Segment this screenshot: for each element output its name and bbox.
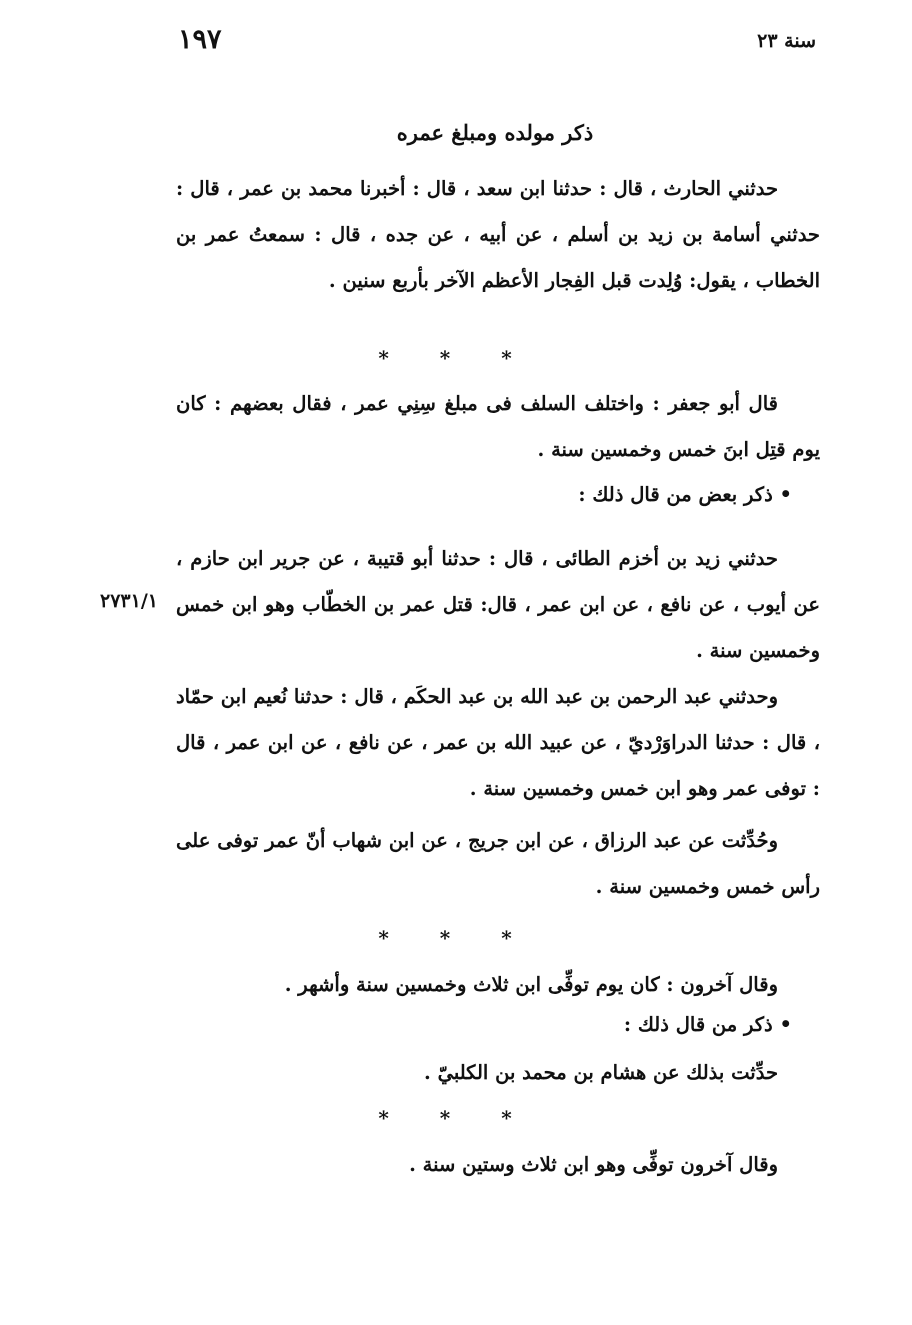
margin-reference: ٢٧٣١/١ (100, 590, 158, 612)
subheading-2: • ذكر من قال ذلك : (623, 1013, 792, 1036)
paragraph-7: حدِّثت بذلك عن هشام بن محمد بن الكلبيّ . (424, 1061, 778, 1084)
page-number: ١٩٧ (178, 24, 222, 55)
paragraph-2: قال أبو جعفر : واختلف السلف فى مبلغ سِنِي عمر ، فقال بعضهم : كان يوم قتِل ابنَ خمس وخمسين سنة . (176, 392, 820, 461)
paragraph-4: وحدثني عبد الرحمن بن عبد الله بن عبد الحكَم ، قال : حدثنا نُعيم ابن حمّاد ، قال : حدثنا الدراوَرْديّ ، عن عبيد الله بن عمر ، عن نافع ، عن ابن عمر ، قال : توفى عمر وهو ابن خمس وخمسين سنة . (176, 685, 820, 800)
paragraph-3: حدثني زيد بن أخزم الطائى ، قال : حدثنا أبو قتيبة ، عن جرير ابن حازم ، عن أيوب ، عن نافع ، عن ابن عمر ، قال: قتل عمر بن الخطّاب وهو ابن خمس وخمسين سنة . (176, 547, 820, 662)
section-title: ذكر مولده ومبلغ عمره (396, 120, 594, 145)
running-header-year: سنة ٢٣ (757, 30, 816, 52)
paragraph-5: وحُدِّثت عن عبد الرزاق ، عن ابن جريج ، عن ابن شهاب أنّ عمر توفى على رأس خمس وخمسين سنة . (176, 829, 820, 898)
paragraph-6: وقال آخرون : كان يوم توفِّى ابن ثلاث وخمسين سنة وأشهر . (284, 973, 778, 996)
paragraph-8: وقال آخرون توفِّى وهو ابن ثلاث وستين سنة . (409, 1153, 778, 1176)
paragraph-1: حدثني الحارث ، قال : حدثنا ابن سعد ، قال : أخبرنا محمد بن عمر ، قال : حدثني أسامة بن زيد بن أسلم ، عن أبيه ، عن جده ، قال : سمعتُ عمر بن الخطاب ، يقول: وُلِدت قبل الفِجار الأعظم الآخر بأربع سنين . (176, 177, 820, 292)
subheading-1: • ذكر بعض من قال ذلك : (578, 483, 792, 506)
separator-stars-1: * * * (378, 346, 534, 370)
separator-stars-2: * * * (378, 926, 534, 950)
separator-stars-3: * * * (378, 1106, 534, 1130)
